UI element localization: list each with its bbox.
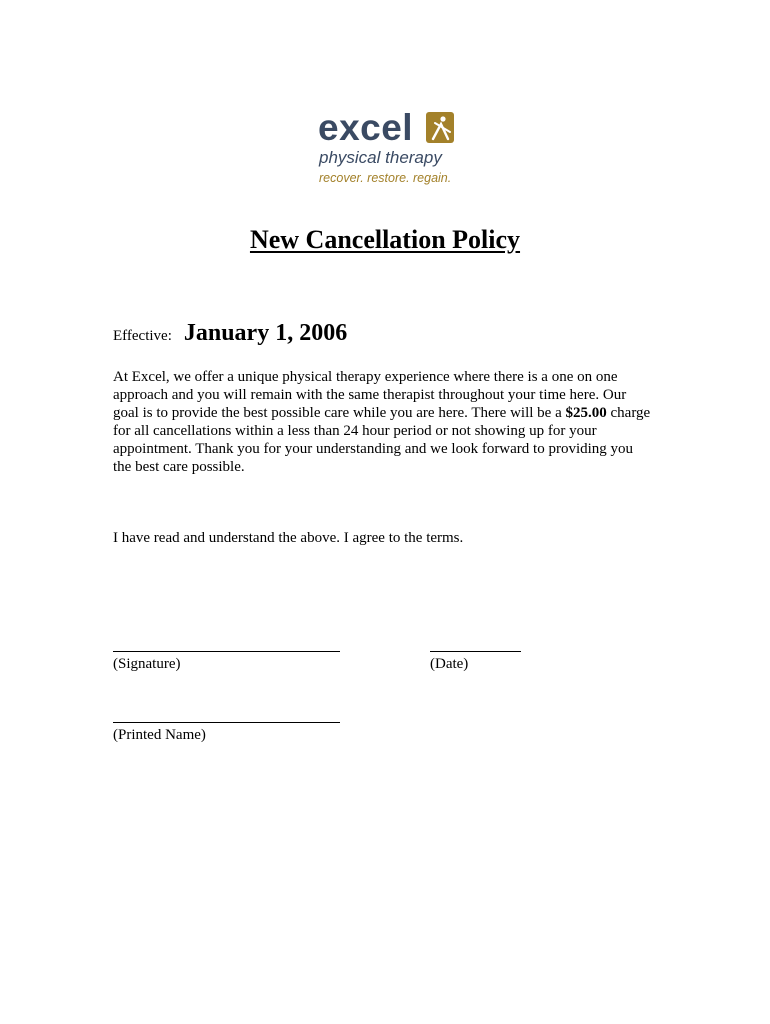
effective-line <box>113 320 347 347</box>
effective-label: Effective: <box>113 328 172 344</box>
page-title: New Cancellation Policy <box>249 225 521 254</box>
signature-label: (Signature) <box>113 656 181 672</box>
policy-body-part2: charge for all cancellations within a less than 24 hour period or not showing up for your appointment. Thank you for your understanding and we look forward to providing you the best care possible. <box>113 405 651 475</box>
cancellation-fee: $25.00 <box>565 405 607 421</box>
company-logo <box>318 108 458 188</box>
printed-name-line[interactable] <box>113 722 340 723</box>
printed-name-label: (Printed Name) <box>113 727 206 743</box>
policy-body <box>113 368 653 476</box>
date-line[interactable] <box>430 651 521 652</box>
date-label: (Date) <box>430 656 469 672</box>
logo-figure-icon <box>426 112 454 143</box>
logo-tagline: recover. restore. regain. <box>319 171 452 185</box>
logo-wordmark: excel <box>318 107 414 148</box>
signature-line[interactable] <box>113 651 340 652</box>
effective-date: January 1, 2006 <box>183 320 348 346</box>
logo-subtitle: physical therapy <box>319 148 442 167</box>
agreement-statement: I have read and understand the above. I agree to the terms. <box>113 530 464 546</box>
policy-body-part1: At Excel, we offer a unique physical therapy experience where there is a one on one approach and you will remain with the same therapist throughout your time here. Our goal is to provide the best possible care while you are here. There will be a <box>113 369 627 421</box>
